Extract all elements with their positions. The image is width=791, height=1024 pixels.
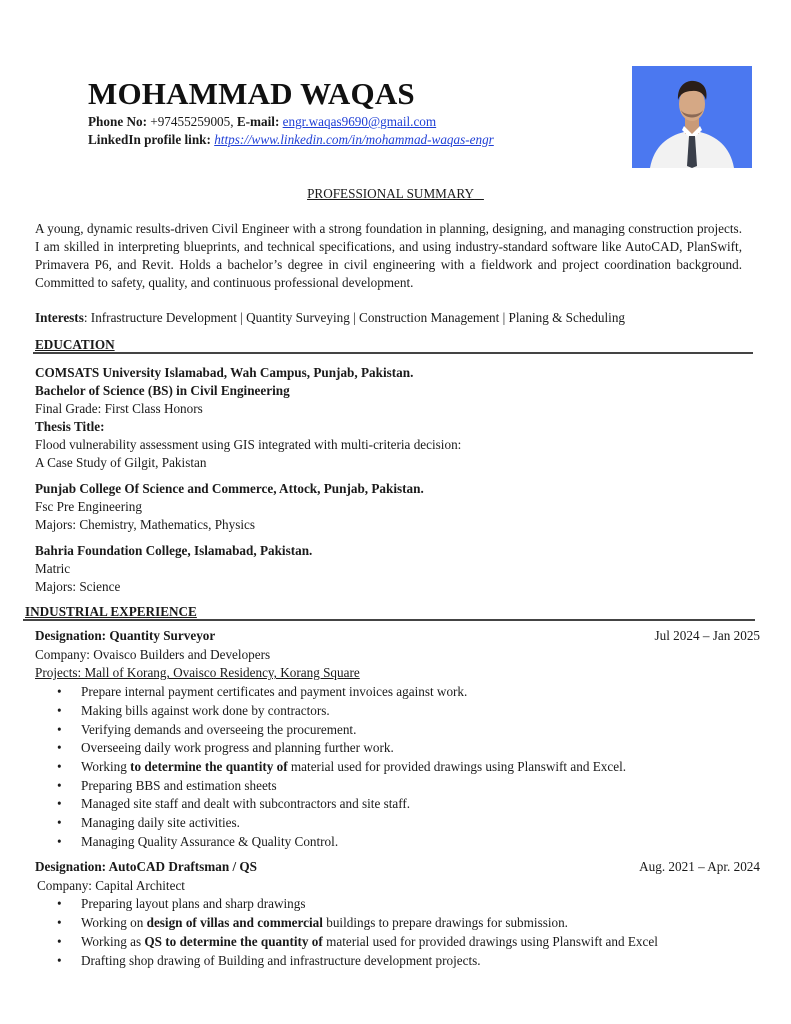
education-entry [35, 480, 755, 534]
phone-number: +97455259005, [150, 114, 234, 129]
job-header [35, 627, 760, 646]
institution: Bahria Foundation College, Islamabad, Pakistan. [35, 543, 313, 558]
linkedin-link[interactable]: https://www.linkedin.com/in/mohammad-waqas-engr [214, 132, 494, 147]
degree: Bachelor of Science (BS) in Civil Engineering [35, 383, 290, 398]
job-company: Company: Capital Architect [37, 877, 185, 893]
job-dates: Aug. 2021 – Apr. 2024 [639, 859, 760, 874]
job-designation: Designation: AutoCAD Draftsman / QS [35, 859, 257, 874]
contact-line-2 [88, 131, 494, 149]
program: Matric [35, 561, 71, 576]
list-item: • Managing Quality Assurance & Quality Control. [81, 833, 760, 852]
email-link[interactable]: engr.waqas9690@gmail.com [282, 114, 437, 129]
institution: COMSATS University Islamabad, Wah Campus, Punjab, Pakistan. [35, 365, 414, 380]
list-item: • Drafting shop drawing of Building and infrastructure development projects. [81, 952, 760, 971]
program: Fsc Pre Engineering [35, 499, 142, 514]
list-item [81, 933, 760, 952]
job-projects: Projects: Mall of Korang, Ovaisco Residency, Korang Square [35, 665, 360, 681]
list-item: • Preparing layout plans and sharp drawings [81, 895, 760, 914]
education-entry [35, 364, 755, 472]
email-label: E-mail: [236, 114, 280, 129]
summary-title: PROFESSIONAL SUMMARY [307, 186, 475, 201]
interests-label: Interests [35, 310, 84, 325]
job-duties [35, 683, 760, 851]
job-entry-quantity-surveyor [35, 627, 760, 851]
linkedin-label: LinkedIn profile link: [88, 132, 211, 147]
job-duties [35, 895, 760, 970]
list-item [81, 914, 760, 933]
institution: Punjab College Of Science and Commerce, Attock, Punjab, Pakistan. [35, 481, 424, 496]
experience-divider [23, 619, 755, 621]
majors: Majors: Science [35, 579, 121, 594]
list-item [81, 758, 760, 777]
contact-info [88, 113, 494, 149]
phone-label: Phone No: [88, 114, 147, 129]
education-entry [35, 542, 755, 596]
list-item: • Managed site staff and dealt with subcontractors and site staff. [81, 795, 760, 814]
profile-photo-illustration [632, 66, 752, 168]
grade: Final Grade: First Class Honors [35, 401, 203, 416]
interests-value: : Infrastructure Development | Quantity Surveying | Construction Management | Planing & Scheduling [83, 310, 626, 325]
summary-heading [0, 186, 791, 202]
candidate-name: MOHAMMAD WAQAS [88, 76, 415, 111]
experience-heading: INDUSTRIAL EXPERIENCE [25, 604, 197, 619]
education-list [35, 364, 755, 604]
bullet-bold-text: to determine the quantity of [130, 758, 288, 774]
interests-line [35, 310, 625, 326]
list-item: • Verifying demands and overseeing the procurement. [81, 721, 760, 740]
thesis-label: Thesis Title: [35, 419, 105, 434]
bullet-bold-text: design of villas and commercial [146, 915, 323, 931]
list-item: • Managing daily site activities. [81, 814, 760, 833]
job-dates: Jul 2024 – Jan 2025 [654, 628, 760, 643]
contact-line-1 [88, 113, 494, 131]
summary-text: A young, dynamic results-driven Civil Engineer with a strong foundation in planning, designing, and managing construction projects. I am skilled in interpreting blueprints, and technical specifications, and using industry-standard software like AutoCAD, PlanSwift, Primavera P6, and Revit. Holds a bachelor’s degree in civil engineering with a fieldwork and project coordination background. Committed to safety, quality, and continuous professional development. [35, 221, 742, 290]
list-item: • Preparing BBS and estimation sheets [81, 777, 760, 796]
bullet-text: material used for provided drawings using Planswift and Excel. [287, 758, 627, 774]
thesis-title-line-1: Flood vulnerability assessment using GIS integrated with multi-criteria decision: [35, 437, 462, 452]
list-item: • Making bills against work done by contractors. [81, 702, 760, 721]
job-entry-autocad-draftsman [35, 858, 760, 970]
education-heading: EDUCATION [35, 337, 115, 352]
education-divider [33, 352, 753, 354]
bullet-bold-text: QS to determine the quantity of [144, 933, 323, 949]
bullet-text: material used for provided drawings using Planswift and Excel [322, 933, 658, 949]
job-header [35, 858, 760, 877]
list-item: • Prepare internal payment certificates and payment invoices against work. [81, 683, 760, 702]
list-item: • Overseeing daily work progress and planning further work. [81, 739, 760, 758]
bullet-text: Working on [81, 915, 147, 931]
job-designation: Designation: Quantity Surveyor [35, 628, 216, 643]
job-company: Company: Ovaisco Builders and Developers [35, 646, 271, 662]
profile-photo [632, 66, 752, 168]
bullet-text: Working as [81, 933, 145, 949]
bullet-text: buildings to prepare drawings for submission. [322, 915, 568, 931]
majors: Majors: Chemistry, Mathematics, Physics [35, 517, 256, 532]
bullet-text: Working [81, 758, 131, 774]
thesis-title-line-2: A Case Study of Gilgit, Pakistan [35, 455, 207, 470]
